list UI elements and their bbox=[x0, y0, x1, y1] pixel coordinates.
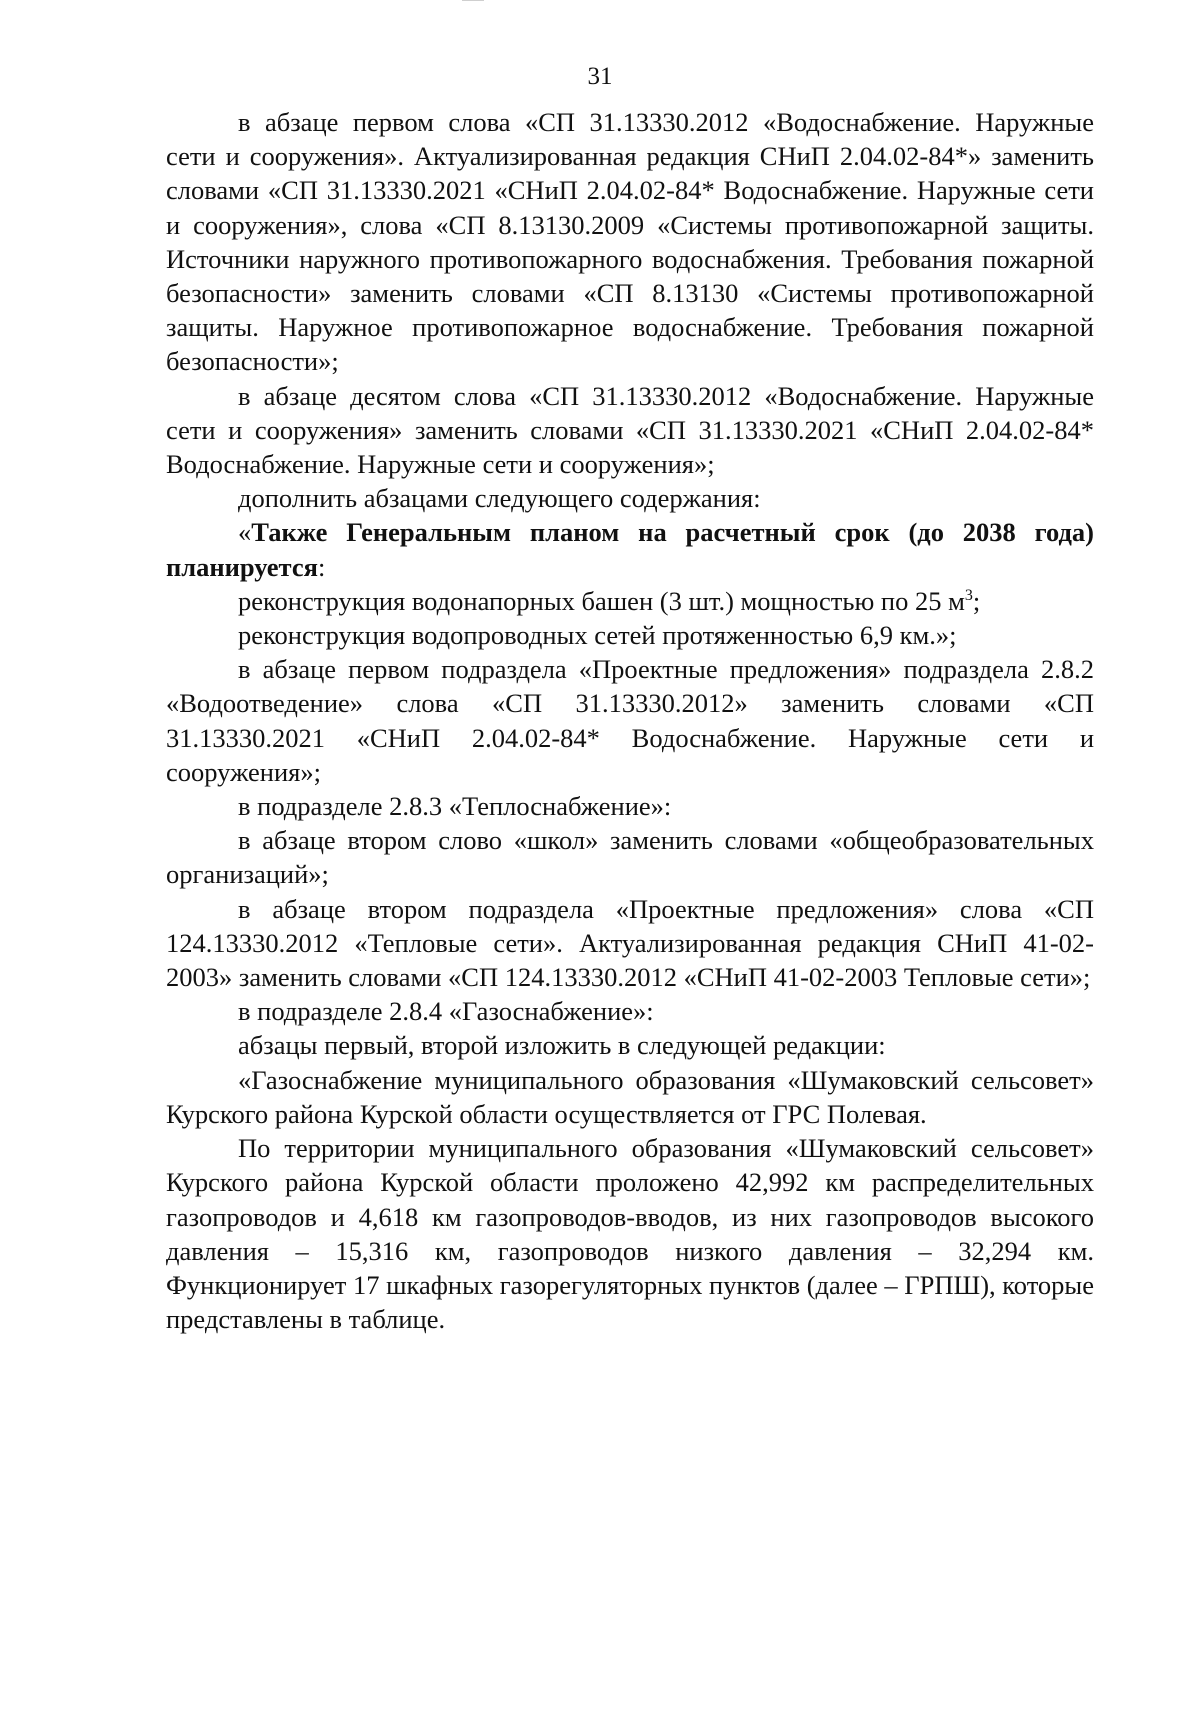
paragraph-general-plan-bold bbox=[166, 515, 1094, 583]
paragraph-water-supply-abzac-1: в абзаце первом слова «СП 31.13330.2012 «Водоснабжение. Наружные сети и сооружения». Актуализированная редакция СНиП 2.04.02-84*» заменить словами «СП 31.13330.2021 «СНиП 2.04.02-84* Водоснабжение. Наружные сети и сооружения», слова «СП 8.13130.2009 «Системы противопожарной защиты. Источники наружного противопожарного водоснабжения. Требования пожарной безопасности» заменить словами «СП 8.13130 «Системы противопожарной защиты. Наружное противопожарное водоснабжение. Требования пожарной безопасности»; bbox=[166, 107, 1094, 377]
paragraph-sewerage: в абзаце первом подраздела «Проектные предложения» подраздела 2.8.2 «Водоотведение» слова «СП 31.13330.2012» заменить словами «СП 31.13330.2021 «СНиП 2.04.02-84* Водоснабжение. Наружные сети и сооружения»; bbox=[166, 654, 1094, 787]
paragraph-heat-networks: в абзаце втором подраздела «Проектные предложения» слова «СП 124.13330.2012 «Тепловые сети». Актуализированная редакция СНиП 41-02-2003» заменить словами «СП 124.13330.2012 «СНиП 41-02-2003 Тепловые сети»; bbox=[166, 893, 1094, 993]
paragraph-gas-pipelines: По территории муниципального образования «Шумаковский сельсовет» Курского района Курской области проложено 42,992 км распределительных газопроводов и 4,618 км газопроводов-вводов, из них газопроводов высокого давления – 15,316 км, газопроводов низкого давления – 32,294 км. Функционирует 17 шкафных газорегуляторных пунктов (далее – ГРПШ), которые представлены в таблице. bbox=[166, 1133, 1094, 1335]
quote-mark: « bbox=[238, 517, 252, 548]
paragraph-schools: в абзаце втором слово «школ» заменить словами «общеобразовательных организаций»; bbox=[166, 825, 1094, 890]
scan-artifact bbox=[462, 0, 484, 1]
water-towers-tail: ; bbox=[972, 585, 981, 616]
colon: : bbox=[317, 551, 326, 582]
paragraph-water-supply-abzac-10: в абзаце десятом слова «СП 31.13330.2012 «Водоснабжение. Наружные сети и сооружения» заменить словами «СП 31.13330.2021 «СНиП 2.04.02-84* Водоснабжение. Наружные сети и сооружения»; bbox=[166, 380, 1094, 480]
paragraph-water-networks: реконструкция водопроводных сетей протяженностью 6,9 км.»; bbox=[238, 620, 957, 651]
cube-superscript: 3 bbox=[964, 586, 973, 604]
general-plan-heading: Также Генеральным планом на расчетный срок (до 2038 года) планируется bbox=[166, 517, 1094, 582]
page-number: 31 bbox=[587, 63, 613, 90]
paragraph-gas-new-edition: абзацы первый, второй изложить в следующей редакции: bbox=[238, 1030, 886, 1061]
water-towers-text: реконструкция водонапорных башен (3 шт.) мощностью по 25 м bbox=[238, 585, 965, 616]
paragraph-gas-source: «Газоснабжение муниципального образования «Шумаковский сельсовет» Курского района Курской области осуществляется от ГРС Полевая. bbox=[166, 1064, 1094, 1129]
paragraph-heat-supply-heading: в подразделе 2.8.3 «Теплоснабжение»: bbox=[238, 791, 672, 822]
document-body bbox=[166, 105, 1094, 1336]
paragraph-water-towers bbox=[166, 584, 1094, 618]
paragraph-gas-supply-heading: в подразделе 2.8.4 «Газоснабжение»: bbox=[238, 996, 654, 1027]
paragraph-add-abzacs: дополнить абзацами следующего содержания: bbox=[238, 483, 761, 514]
